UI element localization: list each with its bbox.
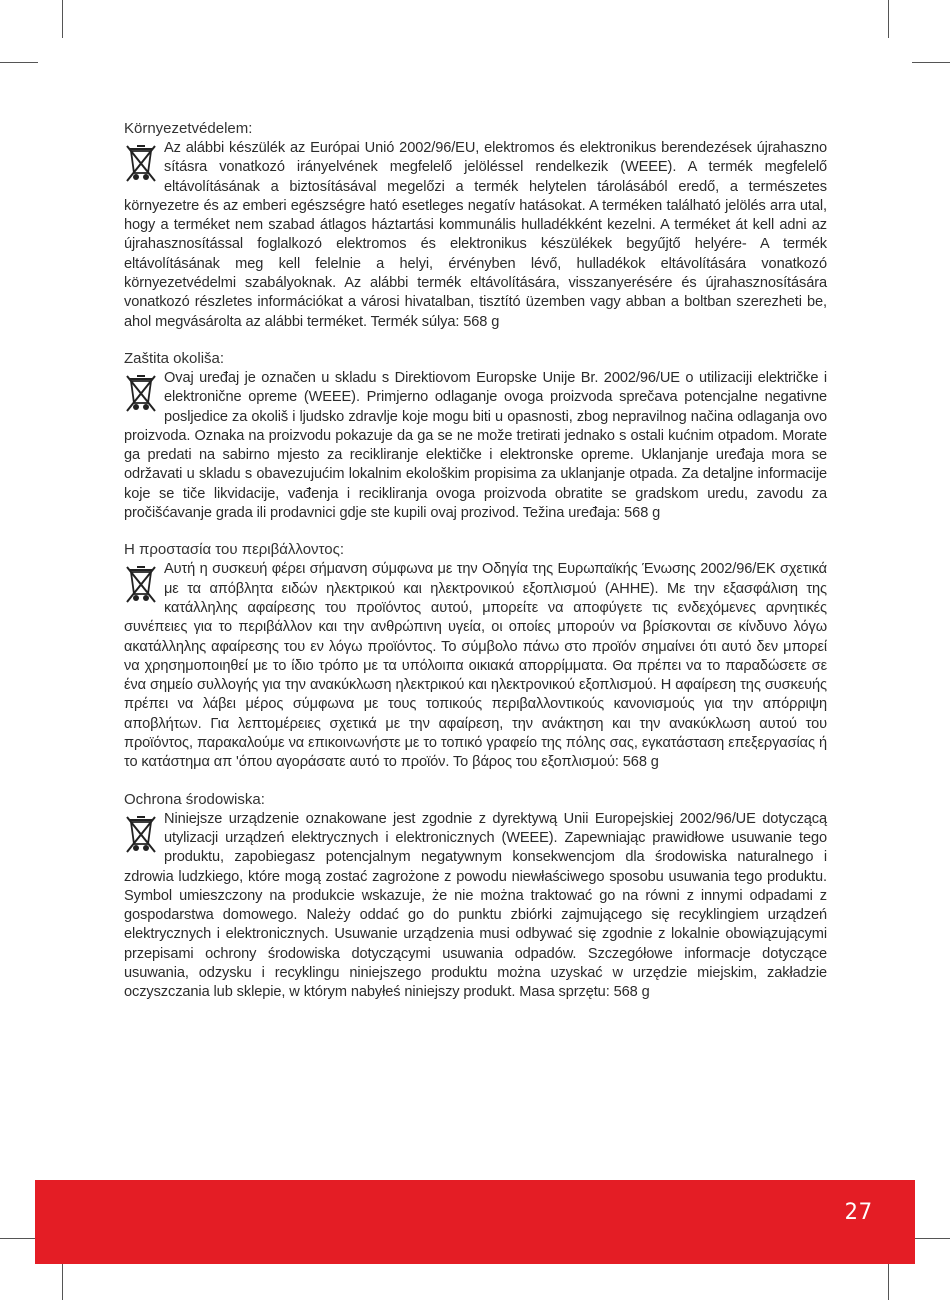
weee-crossed-bin-icon [124,812,158,858]
weee-crossed-bin-icon [124,371,158,417]
section-title: Η προστασία του περιβάλλοντος: [124,541,344,559]
section-paragraph: Αυτή η συσκευή φέρει σήμανση σύμφωνα με την Οδηγία της Ευρωπαϊκής Ένωσης 2002/96/ΕΚ σχετικά με τα απόβλητα ειδών ηλεκτρικού και ηλεκτρονικού εξοπλισμού (ΑΗΗΕ). Με την εξασφάλιση της κατάλληλης αφαίρεσης του προϊόντος αυτού, μπορείτε να αποφύγετε τις ενδεχόμενες αρνητικές συνέπειες για το περιβάλλον και την ανθρώπινη υγεία, οι οποίες μπορούν να βρίσκονται σε κίνδυνο λόγω ακατάλληλης αφαίρεσης του εν λόγω προϊόντος. Το σύμβολο πάνω στο προϊόν σημαίνει ότι αυτό δεν μπορεί να χρησημοποιηθεί με το ίδιο τρόπο με τα υπόλοιπα οικιακά απορρίμματα. Θα πρέπει να το παραδώσετε σε ένα σημείο συλλογής για την ανακύκλωση ηλεκτρικού και ηλεκτρονικού εξοπλισμού. Η αφαίρεση της συσκευής πρέπει να λάβει μέρος σύμφωνα με τους τοπικούς περιβαλλοντικούς κανονισμούς για την απόρριψη αποβλήτων. Για λεπτομέρειες σχετικά με την αφαίρεση, την ανάκτηση και την ανακύκλωση αυτού του προϊόντος, παρακαλούμε να επικοινωνήστε με το τοπικό γραφείο της πόλης σας, εγκατάσταση επεξεργασίας ή το κατάστημα απ 'όπου αγοράσατε αυτό το προϊόν. Το βάρος του εξοπλισμού: 568 g [124,561,827,771]
footer-bar [35,1180,915,1264]
section-greek [124,540,827,772]
crop-mark [0,1238,38,1239]
section-paragraph: Ovaj uređaj je označen u skladu s Direktiovom Europske Unije Br. 2002/96/UE o utilizaciji električke i elektronične opreme (WEEE). Primjerno odlaganje ovoga proizvoda sprečava potencjalne negativne posljedice za okoliš i ljudsko zdravlje koje mogu biti u opasnosti, zbog nepravilnog načina odlaganja ovo proizvoda. Oznaka na proizvodu pokazuje da ga se ne može tretirati jednako s ostali kućnim otpadom. Morate ga predati na sabirno mjesto za recikliranje elektičke i elektronske opreme. Uklanjanje uređaja mora se održavati u skladu s obavezujućim lokalnim ekološkim propisima za uklanjanje otpada. Za detaljne informacije koje se tiče likvidacije, vađenja i recikliranja ovoga proizvoda obratite se gradskom uredu, zavodu za pročišćavanje grada ili prodavnici gdje ste kupili ovaj prozivod. Težina uređaja: 568 g [124,369,827,522]
section-title: Zaštita okoliša: [124,349,225,367]
section-title: Ochrona środowiska: [124,790,265,808]
section-paragraph: Niniejsze urządzenie oznakowane jest zgodnie z dyrektywą Unii Europejskiej 2002/96/UE dotyczącą utylizacji urządzeń elektrycznych i elektronicznych (WEEE). Zapewniając prawidłowe usuwanie tego produktu, zapobiegasz potencjalnym negatywnym konsekwencjom dla środowiska naturalnego i zdrowia ludzkiego, które mogą zostać zagrożone z powodu niewłaściwego sposobu usuwania tego produktu. Symbol umieszczony na produkcie wskazuje, że nie można traktować go na równi z innymi odpadami z gospodarstwa domowego. Należy oddać go do punktu zbiórki zajmującego się recyklingiem urządzeń elektrycznych i elektronicznych. Usuwanie urządzenia musi odbywać się zgodnie z lokalnie obowiązującymi przepisami ochrony środowiska dotyczącymi usuwania odpadów. Szczegółowe informacje dotyczące usuwania, odzysku i recyklingu niniejszego produktu można uzyskać w urzędzie miejskim, zakładzie oczyszczania lub sklepie, w którym nabyłeś niniejszy produkt. Masa sprzętu: 568 g [124,810,827,1001]
section-hungarian [124,119,827,332]
crop-mark [912,1238,950,1239]
crop-mark [888,1262,889,1300]
section-croatian [124,349,827,523]
crop-mark [888,0,889,38]
crop-mark [912,62,950,63]
crop-mark [0,62,38,63]
crop-mark [62,0,63,38]
section-polish [124,790,827,1003]
section-title: Környezetvédelem: [124,120,253,137]
section-paragraph: Az alábbi készülék az Európai Unió 2002/96/EU, elektromos és elektronikus berendezések újrahaszno sításra vonatkozó irányelvének megfelelő jelöléssel rendelkezik (WEEE). A termék megfelelő eltávolításának a biztosításával megelőzi a termék helytelen tárolásából eredő, a természetes környezetre és az emberi egészségre ható esetleges negatív hatásokat. A terméken található jelölés arra utal, hogy a terméket nem szabad átlagos háztartási kommunális hulladékként kezelni. A terméket át kell adni az újrahasznosítással foglalkozó elektromos és elektronikus készülékek begyűjtő helyére- A termék eltávolításának meg kell felelnie a helyi, érvényben lévő, hulladékok eltávolítására vonatkozó környezetvédelmi szabályoknak. Az alábbi termék eltávolítására, visszanyerésére és újrahasznosítására vonatkozó részletes információkat a városi hivatalban, tisztító üzemben vagy abban a boltban szerezheti be, ahol megvásárolta az alábbi terméket. Termék súlya: 568 g [124,140,827,330]
page-content [124,119,827,1020]
weee-crossed-bin-icon [124,141,158,187]
page-number: 27 [844,1200,873,1225]
weee-crossed-bin-icon [124,562,158,608]
crop-mark [62,1262,63,1300]
